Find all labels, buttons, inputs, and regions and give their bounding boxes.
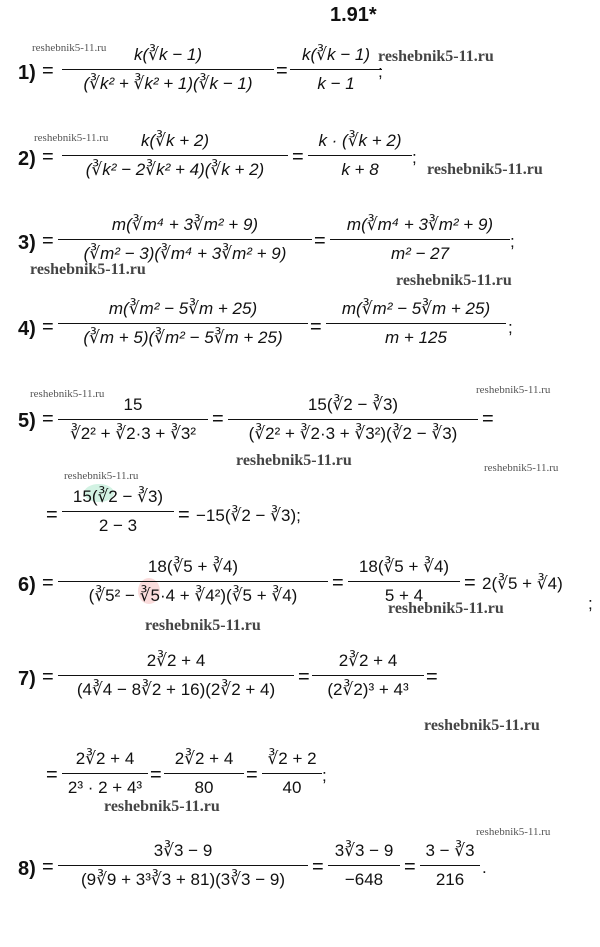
numerator: 15(∛2 − ∛3): [307, 395, 399, 414]
punctuation: ;: [412, 148, 417, 167]
numerator: m(∛m² − 5∛m + 25): [341, 299, 491, 318]
watermark: reshebnik5-11.ru: [30, 388, 105, 400]
fraction: [326, 296, 506, 351]
punctuation: ;: [588, 594, 593, 613]
watermark: reshebnik5-11.ru: [388, 600, 504, 617]
watermark: reshebnik5-11.ru: [32, 42, 107, 54]
equals-sign: =: [310, 316, 322, 338]
numerator: 18(∛5 + ∛4): [147, 557, 239, 576]
equals-sign: =: [42, 230, 54, 252]
fraction-bar: [62, 511, 174, 512]
watermark: reshebnik5-11.ru: [484, 462, 559, 474]
denominator: 80: [194, 778, 214, 797]
numerator: k(∛k + 2): [141, 131, 209, 150]
watermark: reshebnik5-11.ru: [30, 261, 146, 278]
denominator: (2∛2)³ + 4³: [327, 680, 409, 699]
numerator: 2∛2 + 4: [75, 749, 135, 768]
fraction: [228, 392, 478, 447]
problem-label: 6): [18, 574, 36, 596]
fraction-bar: [348, 581, 460, 582]
watermark: reshebnik5-11.ru: [476, 384, 551, 396]
problem-label: 8): [18, 858, 36, 880]
denominator: m + 125: [385, 328, 447, 347]
problem-label: 3): [18, 232, 36, 254]
denominator: (∛m² − 3)(∛m⁴ + 3∛m² + 9): [83, 244, 287, 263]
fraction: [308, 128, 412, 183]
fraction-bar: [58, 323, 308, 324]
watermark: reshebnik5-11.ru: [378, 48, 494, 65]
numerator: k · (∛k + 2): [318, 131, 402, 150]
equals-sign: =: [332, 572, 344, 594]
equals-sign: =: [42, 856, 54, 878]
equals-sign: =: [314, 230, 326, 252]
denominator: (∛2² + ∛2·3 + ∛3²)(∛2 − ∛3): [248, 424, 458, 443]
denominator: k + 8: [341, 160, 379, 179]
denominator: 40: [282, 778, 302, 797]
equals-sign: =: [292, 146, 304, 168]
fraction-bar: [58, 581, 328, 582]
fraction: [58, 648, 294, 703]
math-expression: 2(∛5 + ∛4): [482, 574, 563, 593]
page-title: 1.91*: [330, 4, 377, 26]
fraction-bar: [328, 865, 400, 866]
numerator: 2∛2 + 4: [174, 749, 234, 768]
problem-label: 1): [18, 62, 36, 84]
equals-sign: =: [42, 408, 54, 430]
fraction-bar: [326, 323, 506, 324]
punctuation: .: [482, 858, 487, 877]
equals-sign: =: [42, 60, 54, 82]
numerator: k(∛k − 1): [134, 45, 202, 64]
numerator: 15(∛2 − ∛3): [72, 487, 164, 506]
equals-sign: =: [178, 504, 190, 526]
watermark: reshebnik5-11.ru: [104, 798, 220, 815]
watermark: reshebnik5-11.ru: [236, 452, 352, 469]
equals-sign: =: [42, 666, 54, 688]
watermark: reshebnik5-11.ru: [396, 272, 512, 289]
math-expression: −15(∛2 − ∛3);: [196, 506, 301, 525]
equals-sign: =: [212, 408, 224, 430]
numerator: 15: [123, 395, 143, 414]
fraction: [58, 212, 312, 267]
numerator: m(∛m⁴ + 3∛m² + 9): [346, 215, 494, 234]
numerator: 3∛3 − 9: [153, 841, 213, 860]
fraction-bar: [58, 675, 294, 676]
equals-sign: =: [482, 408, 494, 430]
fraction: [62, 42, 274, 97]
fraction: [312, 648, 424, 703]
denominator: 2³ · 2 + 4³: [67, 778, 143, 797]
fraction: [290, 42, 382, 97]
denominator: (∛m + 5)(∛m² − 5∛m + 25): [83, 328, 283, 347]
fraction-bar: [58, 865, 308, 866]
fraction: [58, 392, 208, 447]
equals-sign: =: [464, 572, 476, 594]
fraction-bar: [420, 865, 480, 866]
equals-sign: =: [150, 764, 162, 786]
watermark: reshebnik5-11.ru: [427, 161, 543, 178]
fraction-bar: [62, 69, 274, 70]
denominator: 216: [435, 870, 465, 889]
numerator: 18(∛5 + ∛4): [358, 557, 450, 576]
fraction-bar: [164, 773, 244, 774]
denominator: −648: [344, 870, 384, 889]
equals-sign: =: [404, 856, 416, 878]
fraction: [62, 746, 148, 801]
fraction: [330, 212, 510, 267]
problem-label: 5): [18, 410, 36, 432]
numerator: m(∛m⁴ + 3∛m² + 9): [111, 215, 259, 234]
denominator: k − 1: [317, 74, 355, 93]
fraction: [58, 554, 328, 609]
problem-label: 2): [18, 148, 36, 170]
equals-sign: =: [46, 764, 58, 786]
denominator: (9∛9 + 3³∛3 + 81)(3∛3 − 9): [80, 870, 286, 889]
fraction-bar: [290, 69, 382, 70]
fraction: [58, 296, 308, 351]
fraction: [164, 746, 244, 801]
denominator: 5 + 4: [384, 586, 424, 605]
equals-sign: =: [312, 856, 324, 878]
punctuation: ;: [510, 232, 515, 251]
equals-sign: =: [46, 504, 58, 526]
fraction-bar: [262, 773, 322, 774]
fraction-bar: [330, 239, 510, 240]
denominator: ∛2² + ∛2·3 + ∛3²: [69, 424, 197, 443]
fraction: [348, 554, 460, 609]
equals-sign: =: [426, 666, 438, 688]
fraction-bar: [312, 675, 424, 676]
denominator: (∛k² + ∛k² + 1)(∛k − 1): [83, 74, 253, 93]
denominator: (∛k² − 2∛k² + 4)(∛k + 2): [85, 160, 265, 179]
fraction: [62, 484, 174, 539]
denominator: (∛5² − ∛5·4 + ∛4²)(∛5 + ∛4): [88, 586, 298, 605]
fraction: [58, 838, 308, 893]
problem-label: 7): [18, 668, 36, 690]
problem-label: 4): [18, 318, 36, 340]
numerator: 3 − ∛3: [425, 841, 475, 860]
equals-sign: =: [42, 146, 54, 168]
equals-sign: =: [42, 572, 54, 594]
numerator: 2∛2 + 4: [338, 651, 398, 670]
equals-sign: =: [276, 60, 288, 82]
equals-sign: =: [298, 666, 310, 688]
punctuation: ;: [508, 318, 513, 337]
fraction: [328, 838, 400, 893]
watermark: reshebnik5-11.ru: [34, 132, 109, 144]
watermark: reshebnik5-11.ru: [476, 826, 551, 838]
equals-sign: =: [246, 764, 258, 786]
equals-sign: =: [42, 316, 54, 338]
numerator: m(∛m² − 5∛m + 25): [108, 299, 258, 318]
numerator: ∛2 + 2: [267, 749, 317, 768]
numerator: k(∛k − 1): [302, 45, 370, 64]
punctuation: ;: [322, 766, 327, 785]
watermark: reshebnik5-11.ru: [64, 470, 139, 482]
numerator: 2∛2 + 4: [146, 651, 206, 670]
fraction-bar: [308, 155, 412, 156]
fraction: [62, 128, 288, 183]
fraction-bar: [62, 773, 148, 774]
denominator: (4∛4 − 8∛2 + 16)(2∛2 + 4): [76, 680, 276, 699]
watermark: reshebnik5-11.ru: [424, 717, 540, 734]
punctuation: ;: [378, 62, 383, 81]
fraction: [262, 746, 322, 801]
fraction-bar: [58, 419, 208, 420]
watermark: reshebnik5-11.ru: [145, 617, 261, 634]
denominator: 2 − 3: [98, 516, 138, 535]
numerator: 3∛3 − 9: [334, 841, 394, 860]
fraction-bar: [58, 239, 312, 240]
fraction-bar: [62, 155, 288, 156]
denominator: m² − 27: [390, 244, 450, 263]
fraction-bar: [228, 419, 478, 420]
fraction: [420, 838, 480, 893]
